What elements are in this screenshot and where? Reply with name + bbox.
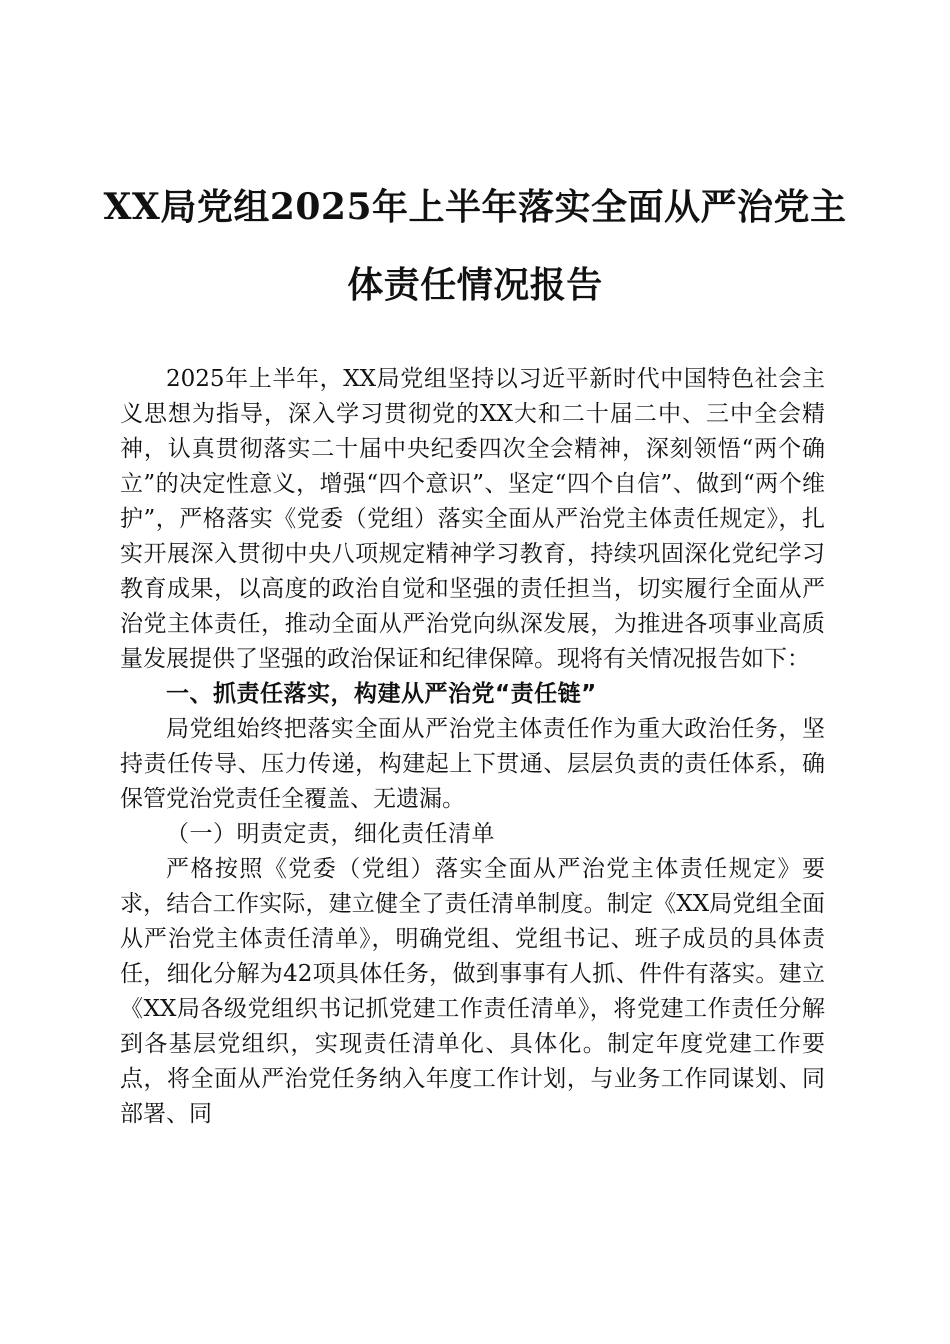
subsection-1-paragraph: 严格按照《党委（党组）落实全面从严治党主体责任规定》要求，结合工作实际，建立健全了责任清单制度。制定《XX局党组全面从严治党主体责任清单》，明确党组、党组书记、班子成员的具体责任，细化分解为42项具体任务，做到事事有人抓、件件有落实。建立《XX局各级党组织书记抓党建工作责任清单》，将党建工作责任分解到各基层党组织，实现责任清单化、具体化。制定年度党建工作要点，将全面从严治党任务纳入年度工作计划，与业务工作同谋划、同部署、同 xyxy=(120,856,825,1127)
section-heading-1: 一、抓责任落实，构建从严治党“责任链” xyxy=(166,681,597,707)
intro-paragraph: 2025年上半年，XX局党组坚持以习近平新时代中国特色社会主义思想为指导，深入学习贯彻党的XX大和二十届二中、三中全会精神，认真贯彻落实二十届中央纪委四次全会精神，深刻领悟“两个确立”的决定性意义，增强“四个意识”、坚定“四个自信”、做到“两个维护”，严格落实《党委（党组）落实全面从严治党主体责任规定》，扎实开展深入贯彻中央八项规定精神学习教育，持续巩固深化党纪学习教育成果，以高度的政治自觉和坚强的责任担当，切实履行全面从严治党主体责任，推动全面从严治党向纵深发展，为推进各项事业高质量发展提供了坚强的政治保证和纪律保障。现将有关情况报告如下： xyxy=(120,366,825,672)
title-line-2: 体责任情况报告 xyxy=(347,264,603,306)
subsection-heading-1: （一）明责定责，细化责任清单 xyxy=(166,821,495,847)
document-body xyxy=(120,362,825,1132)
title-line-1: XX局党组2025年上半年落实全面从严治党主 xyxy=(103,186,847,228)
section-1-paragraph: 局党组始终把落实全面从严治党主体责任作为重大政治任务，坚持责任传导、压力传递，构建起上下贯通、层层负责的责任体系，确保管党治党责任全覆盖、无遗漏。 xyxy=(120,716,825,812)
document-title xyxy=(100,168,850,324)
